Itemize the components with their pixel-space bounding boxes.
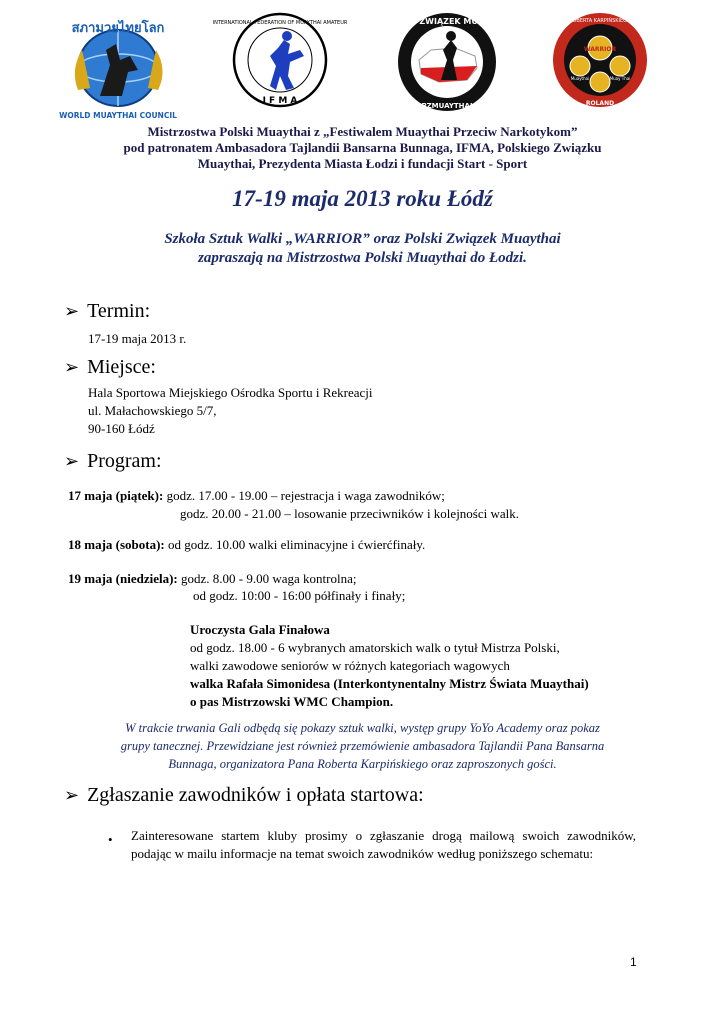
logo-row <box>60 10 670 120</box>
day-item: godz. 17.00 - 19.00 – rejestracja i waga zawodników; <box>163 488 445 503</box>
gala-line-3: walka Rafała Simonidesa (Interkontynentalny Mistrz Świata Muaythai) <box>190 676 589 691</box>
program-day-2 <box>68 536 425 554</box>
registration-text: Zainteresowane startem kluby prosimy o zgłaszanie drogą mailową swoich zawodników, podając w mailu informacje na temat swoich zawodników według poniższego schematu: <box>131 828 636 861</box>
svg-text:สภามวยไทยโลก: สภามวยไทยโลก <box>71 21 165 36</box>
header-line-3: Muaythai, Prezydenta Miasta Łodzi i fundacji Start - Sport <box>197 156 528 171</box>
day-label: 17 maja (piątek): <box>68 488 164 503</box>
termin-value: 17-19 maja 2013 r. <box>88 331 187 346</box>
wmc-logo <box>60 10 185 120</box>
venue-street: ul. Małachowskiego 5/7, <box>88 403 217 418</box>
program-day-1-line-2: godz. 20.00 - 21.00 – losowanie przeciwników i kolejności walk. <box>180 506 520 521</box>
svg-text:ROBERTA KARPIŃSKIEGO: ROBERTA KARPIŃSKIEGO <box>569 18 631 24</box>
note-line-1: W trakcie trwania Gali odbędą się pokazy sztuk walki, występ grupy YoYo Academy oraz pokaz <box>125 721 600 735</box>
day-label: 18 maja (sobota): <box>68 537 165 552</box>
bullet-dot: • <box>108 832 113 847</box>
program-day-1 <box>68 487 445 505</box>
day-label: 19 maja (niedziela): <box>68 571 178 586</box>
page-number: 1 <box>630 955 637 969</box>
header-line-2: pod patronatem Ambasadora Tajlandii Bansarna Bunnaga, IFMA, Polskiego Związku <box>123 140 602 155</box>
day-item: godz. 8.00 - 9.00 waga kontrolna; <box>177 571 357 586</box>
arrow-bullet-icon: ➢ <box>64 357 80 378</box>
arrow-bullet-icon: ➢ <box>64 785 80 806</box>
gala-line-1: od godz. 18.00 - 6 wybranych amatorskich walk o tytuł Mistrza Polski, <box>190 640 560 655</box>
gala-block <box>190 621 589 711</box>
arrow-bullet-icon: ➢ <box>64 301 80 322</box>
gala-note <box>70 719 655 773</box>
invitation-line-1: Szkoła Sztuk Walki „WARRIOR” oraz Polski Związek Muaythai <box>164 231 561 247</box>
program-day-3-line-2: od godz. 10:00 - 16:00 półfinały i finały; <box>193 588 406 603</box>
invitation <box>80 230 645 268</box>
section-title: Program: <box>87 450 162 472</box>
svg-text:ROLAND: ROLAND <box>585 100 615 107</box>
section-program <box>64 450 162 473</box>
program-day-3 <box>68 570 356 588</box>
gala-line-2: walki zawodowe seniorów w różnych kategoriach wagowych <box>190 658 510 673</box>
section-registration <box>64 784 424 807</box>
note-line-3: Bunnaga, organizatora Pana Roberta Karpińskiego oraz zaproszonych gości. <box>168 757 557 771</box>
date-title: 17-19 maja 2013 roku Łódź <box>232 186 493 211</box>
ifma-logo <box>212 10 348 115</box>
svg-text:PZMUAYTHAI: PZMUAYTHAI <box>421 102 473 110</box>
svg-text:POLSKI ZWIĄZEK MUAYTHAI: POLSKI ZWIĄZEK MUAYTHAI <box>383 17 511 26</box>
section-miejsce <box>64 356 156 379</box>
day-item: od godz. 10.00 walki eliminacyjne i ćwierćfinały. <box>164 537 426 552</box>
section-title: Miejsce: <box>87 356 156 378</box>
note-line-2: grupy tanecznej. Przewidziane jest również przemówienie ambasadora Tajlandii Pana Bansarna <box>120 739 605 753</box>
section-termin <box>64 300 150 323</box>
pzm-logo <box>383 10 511 118</box>
svg-text:WORLD MUAYTHAI COUNCIL: WORLD MUAYTHAI COUNCIL <box>59 111 177 120</box>
header-line-1: Mistrzostwa Polski Muaythai z „Festiwalem Muaythai Przeciw Narkotykom” <box>147 124 578 139</box>
event-header <box>80 124 645 172</box>
invitation-line-2: zapraszają na Mistrzostwa Polski Muaythai do Łodzi. <box>198 250 527 266</box>
arrow-bullet-icon: ➢ <box>64 451 80 472</box>
warrior-logo <box>550 10 650 115</box>
gala-line-4: o pas Mistrzowski WMC Champion. <box>190 694 394 709</box>
venue-address <box>88 384 373 438</box>
svg-text:Muaythai: Muaythai <box>570 76 590 81</box>
section-title: Zgłaszanie zawodników i opłata startowa: <box>87 784 424 806</box>
svg-text:Muay Thai: Muay Thai <box>609 76 631 81</box>
svg-text:WARRIOR: WARRIOR <box>583 46 617 53</box>
svg-text:I F M A: I F M A <box>262 96 298 106</box>
svg-text:INTERNATIONAL FEDERATION OF MU: INTERNATIONAL FEDERATION OF MUAYTHAI AMATEUR <box>212 20 348 26</box>
gala-title: Uroczysta Gala Finałowa <box>190 622 330 637</box>
venue-city: 90-160 Łódź <box>88 421 155 436</box>
section-title: Termin: <box>87 300 151 322</box>
venue-name: Hala Sportowa Miejskiego Ośrodka Sportu i Rekreacji <box>88 385 373 400</box>
